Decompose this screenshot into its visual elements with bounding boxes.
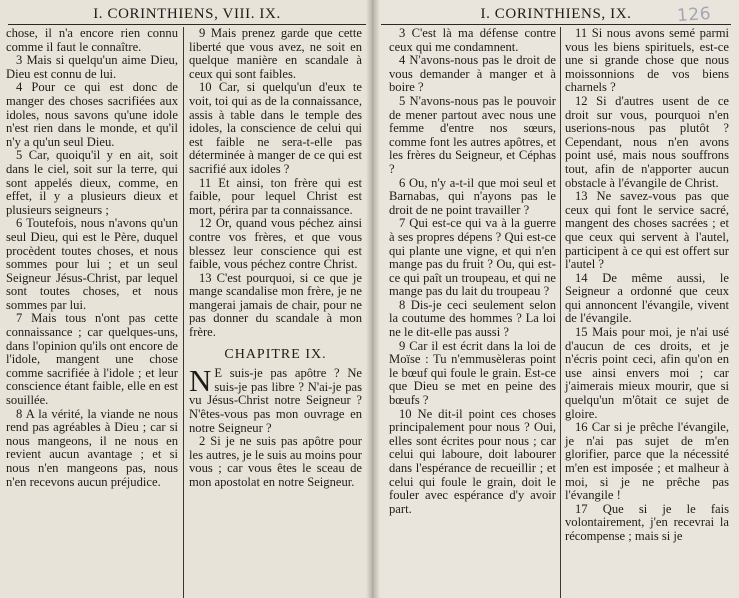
verse-text: 9 Mais prenez garde que cette liberté que vous avez, ne soit en quelque manière en scandale à ceux qui sont faibles. <box>189 27 362 81</box>
right-page <box>373 0 739 598</box>
verse-text: 7 Qui est-ce qui va à la guerre à ses propres dépens ? Qui est-ce qui plante une vigne, et qui n'en mange pas du fruit ? Ou, qui est-ce qui paît un troupeau, et qui ne mange pas du lait du troupeau ? <box>389 216 556 299</box>
verse-text: 5 N'avons-nous pas le pouvoir de mener partout avec nous une femme d'entre nos sœurs, comme font les autres apôtres, et les frères du Seigneur, et Céphas ? <box>389 93 556 176</box>
verse-text: 17 Que si je le fais volontairement, j'en recevrai la récompense ; mais si je <box>565 501 729 543</box>
verse-text: 11 Et ainsi, ton frère qui est faible, pour lequel Christ est mort, périra par ta connaissance. <box>189 175 362 217</box>
verse-text: 16 Car si je prêche l'évangile, je n'ai pas sujet de m'en glorifier, parce que la nécessité m'en est imposée ; et malheur à moi, si je ne prêche pas l'évangile ! <box>565 420 729 503</box>
verse-text: 8 A la vérité, la viande ne nous rend pas agréables à Dieu ; car si nous mangeons, il ne nous en revient aucun avantage ; et si nous n'en mangeons pas, nous n'en recevons aucun préjudice. <box>6 406 178 489</box>
right-column-b <box>560 27 729 598</box>
verse-text: 11 Si nous avons semé parmi vous les biens spirituels, est-ce une si grande chose que nous moissonnions de vos biens charnels ? <box>565 27 729 95</box>
verse-text: 10 Ne dit-il point ces choses principalement pour nous ? Oui, elles sont écrites pour nous ; car celui qui laboure, doit labourer dans l'espérance de recueillir ; et celui qui foule le grain, doit le fouler avec espérance d'y avoir part. <box>389 406 556 516</box>
verse-text: chose, il n'a encore rien connu comme il faut le connaître. <box>6 27 178 54</box>
drop-cap: N <box>189 363 212 399</box>
left-column-b <box>183 27 362 598</box>
verse-text: 15 Mais pour moi, je n'ai usé d'aucun de ces droits, et je n'écris point ceci, afin qu'on en use ainsi envers moi ; car j'aimerais mieux mourir, que si quelqu'un m'ôtait ce sujet de gloire. <box>565 325 729 421</box>
verse-text: 3 Mais si quelqu'un aime Dieu, Dieu est connu de lui. <box>6 53 178 81</box>
verse-text: 6 Toutefois, nous n'avons qu'un seul Dieu, qui est le Père, duquel procèdent toutes choses, et nous sommes pour lui ; et un seul Seigneur Jésus-Christ, par lequel sont toutes choses, et nous sommes par lui. <box>6 216 178 312</box>
verse-text: 5 Car, quoiqu'il y en ait, soit dans le ciel, soit sur la terre, qui sont appelés dieux, comme, en effet, il y a plusieurs dieux et plusieurs seigneurs ; <box>6 148 178 217</box>
right-columns <box>379 27 733 598</box>
chapter-first-verse-text: E suis-je pas apôtre ? Ne suis-je pas libre ? N'ai-je pas vu Jésus-Christ notre Seigneur ? N'êtes-vous pas mon ouvrage en notre Seigneur ? <box>189 366 362 435</box>
left-column-a <box>6 27 183 598</box>
verse-text: 4 N'avons-nous pas le droit de vous demander à manger et à boire ? <box>389 53 556 95</box>
verse-text: 12 Or, quand vous péchez ainsi contre vos frères, et que vous blessez leur conscience qui est faible, vous péchez contre Christ. <box>189 216 362 272</box>
verse-text: 10 Car, si quelqu'un d'eux te voit, toi qui as de la connaissance, assis à table dans le temple des idoles, la conscience de celui qui est faible ne sera-t-elle pas déterminée à manger de ce qui est sacrifié aux idoles ? <box>189 80 362 176</box>
verse-text: 4 Pour ce qui est donc de manger des choses sacrifiées aux idoles, nous savons qu'une idole n'est rien dans le monde, et qu'il n'y a qu'un seul Dieu. <box>6 80 178 149</box>
verse-text: 6 Ou, n'y a-t-il que moi seul et Barnabas, qui n'ayons pas le droit de ne point travailler ? <box>389 175 556 217</box>
chapter-first-verse <box>189 363 362 435</box>
chapter-title: CHAPITRE IX. <box>224 346 327 362</box>
right-page-header <box>381 4 731 25</box>
verse-text: 9 Car il est écrit dans la loi de Moïse : Tu n'emmusèleras point le bœuf qui foule le grain. Est-ce que Dieu se met en peine des bœufs ? <box>389 338 556 408</box>
verse-text: 2 Si je ne suis pas apôtre pour les autres, je le suis au moins pour vous ; car vous êtes le sceau de mon apostolat en notre Seigneur. <box>189 434 362 489</box>
verse-text: 13 C'est pourquoi, si ce que je mange scandalise mon frère, je ne mangerai jamais de chair, pour ne pas donner du scandale à mon frère. <box>189 270 362 340</box>
verse-text: 3 C'est là ma défense contre ceux qui me condamnent. <box>389 27 556 54</box>
left-page-header: I. CORINTHIENS, VIII. IX. <box>8 4 366 25</box>
right-column-a <box>379 27 560 598</box>
book-gutter <box>366 0 380 598</box>
verse-text: 14 De même aussi, le Seigneur a ordonné que ceux qui annoncent l'évangile, vivent de l'évangile. <box>565 270 729 326</box>
left-columns <box>6 27 368 598</box>
right-page-header-text: I. CORINTHIENS, IX. <box>480 6 632 22</box>
verse-text: 13 Ne savez-vous pas que ceux qui font le service sacré, mangent des choses sacrées ; et que ceux qui servent à l'autel, participent à ce qui est offert sur l'autel ? <box>565 189 729 272</box>
handwritten-page-number: 126 <box>676 3 712 27</box>
verse-text: 8 Dis-je ceci seulement selon la coutume des hommes ? La loi ne le dit-elle pas aussi ? <box>389 297 556 340</box>
verse-text: 7 Mais tous n'ont pas cette connaissance ; car quelques-uns, dans l'opinion qu'ils ont encore de l'idole, mangent une chose comme sacrifiée à l'idole ; et leur conscience étant faible, elle en est souillée. <box>6 311 178 408</box>
verse-text: 12 Si d'autres usent de ce droit sur vous, pourquoi n'en userions-nous pas plutôt ? Cependant, nous n'en avons point usé, mais nous souffrons tout, afin de n'apporter aucun obstacle à l'évangile de Christ. <box>565 93 729 190</box>
